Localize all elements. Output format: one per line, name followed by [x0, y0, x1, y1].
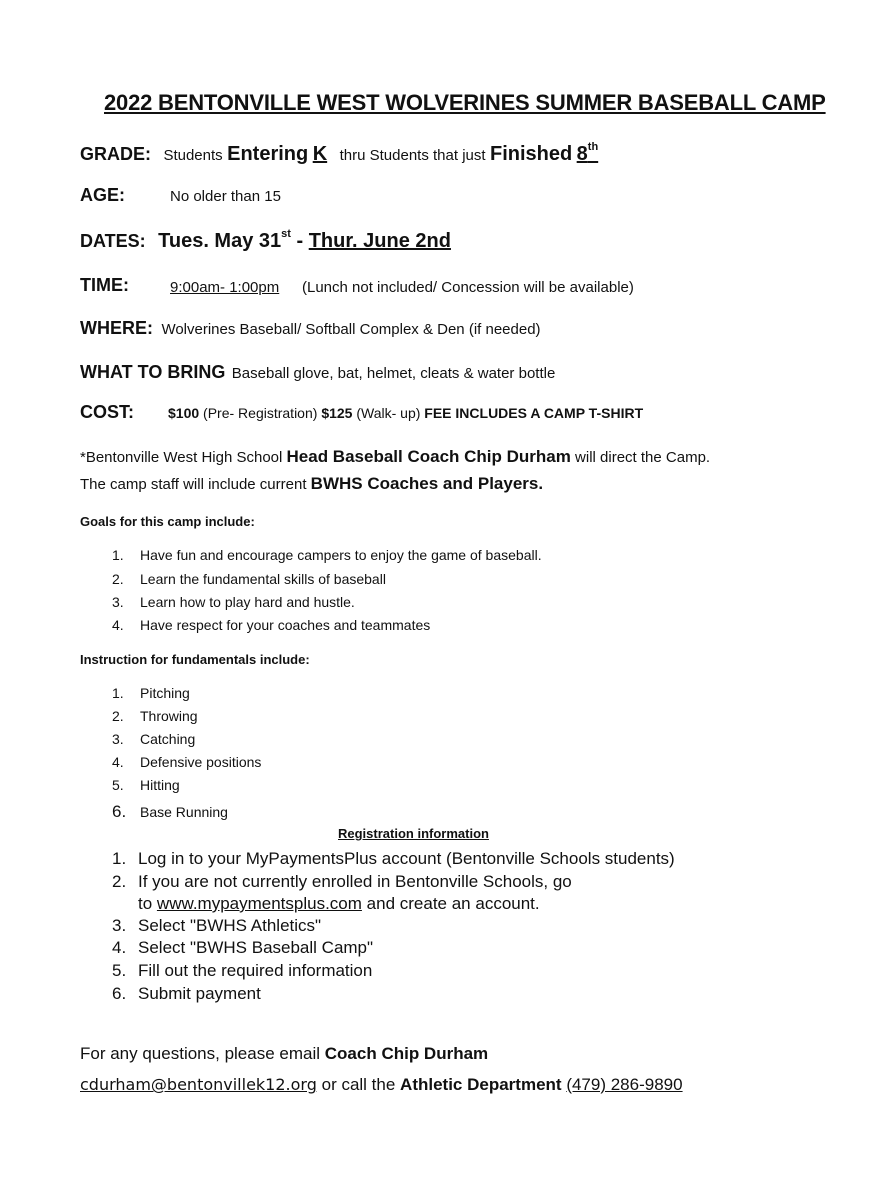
director-c: will direct the Camp.	[575, 449, 711, 466]
list-item: 5. Hitting	[112, 777, 180, 793]
cost-walk-note: (Walk- up)	[356, 405, 421, 421]
cost-pre: $100	[168, 405, 200, 421]
where-value: Wolverines Baseball/ Softball Complex & Den (if needed)	[161, 321, 541, 338]
phone-number: (479) 286-9890	[566, 1075, 683, 1094]
list-item: 2. Throwing	[112, 708, 198, 724]
dates-end: Thur. June 2nd	[308, 230, 451, 252]
list-item: 6. Submit payment	[112, 984, 261, 1003]
registration-heading: Registration information	[338, 826, 489, 841]
grade-k: K	[312, 143, 328, 165]
grade-label: GRADE:	[80, 144, 151, 164]
age-row	[80, 185, 281, 206]
grade-mid: thru Students that just	[339, 147, 486, 164]
cost-row	[80, 402, 644, 423]
bring-value: Baseball glove, bat, helmet, cleats & water bottle	[231, 365, 556, 382]
footer-l1a: For any questions, please email	[80, 1044, 321, 1063]
where-row	[80, 318, 541, 339]
grade-th: th	[587, 141, 599, 153]
footer-line1	[80, 1044, 488, 1064]
time-label: TIME:	[80, 275, 129, 295]
grade-row	[80, 143, 598, 166]
list-item: 2. Learn the fundamental skills of baseball	[112, 571, 386, 587]
list-item: 4. Defensive positions	[112, 754, 262, 770]
instruction-heading: Instruction for fundamentals include:	[80, 652, 310, 667]
cost-walk: $125	[321, 405, 353, 421]
director-b: Head Baseball Coach Chip Durham	[286, 447, 571, 466]
list-item: 3. Catching	[112, 731, 196, 747]
time-note: (Lunch not included/ Concession will be available)	[302, 279, 634, 296]
list-item: 6. Base Running	[112, 802, 228, 821]
list-item: 5. Fill out the required information	[112, 961, 373, 980]
footer-line2	[80, 1075, 683, 1095]
time-row	[80, 275, 634, 296]
grade-entering: Entering	[227, 143, 309, 165]
list-item: 4. Have respect for your coaches and teammates	[112, 617, 431, 633]
grade-eighth: 8th	[576, 141, 599, 165]
footer-dept: Athletic Department	[400, 1075, 562, 1094]
director-line2	[80, 474, 543, 494]
email-link[interactable]: cdurham@bentonvillek12.org	[80, 1075, 317, 1094]
where-label: WHERE:	[80, 318, 153, 338]
list-item: 2. If you are not currently enrolled in Bentonville Schools, go	[112, 872, 572, 891]
footer-coach: Coach Chip Durham	[324, 1044, 489, 1063]
cost-fee: FEE INCLUDES A CAMP T-SHIRT	[424, 405, 644, 421]
director-line1	[80, 447, 710, 467]
bring-row	[80, 362, 555, 383]
page-title: 2022 BENTONVILLE WEST WOLVERINES SUMMER BASEBALL CAMP	[104, 90, 826, 115]
footer-l2a: or call the	[321, 1075, 396, 1094]
director-a: *Bentonville West High School	[80, 449, 283, 466]
list-item-cont: to www.mypaymentsplus.com and create an account.	[138, 894, 540, 913]
list-item: 1. Log in to your MyPaymentsPlus account (Bentonville Schools students)	[112, 849, 675, 868]
dates-row	[80, 230, 451, 253]
grade-pre: Students	[163, 147, 223, 164]
age-label: AGE:	[80, 185, 125, 205]
time-hours: 9:00am- 1:00pm	[170, 279, 280, 296]
director-d: The camp staff will include current	[80, 476, 307, 493]
bring-label: WHAT TO BRING	[80, 362, 226, 382]
list-item: 4. Select "BWHS Baseball Camp"	[112, 938, 374, 957]
goals-heading: Goals for this camp include:	[80, 514, 255, 529]
list-item: 3. Select "BWHS Athletics"	[112, 916, 322, 935]
cost-detail	[168, 405, 643, 421]
age-value: No older than 15	[170, 188, 281, 205]
director-e: BWHS Coaches and Players.	[310, 474, 544, 493]
dates-start: Tues. May 31st	[158, 228, 291, 252]
list-item: 3. Learn how to play hard and hustle.	[112, 594, 355, 610]
mypaymentsplus-link[interactable]: www.mypaymentsplus.com	[156, 894, 362, 913]
dates-label: DATES:	[80, 231, 146, 251]
grade-finished: Finished	[489, 143, 573, 165]
dates-sep: -	[290, 230, 309, 252]
cost-label: COST:	[80, 402, 134, 422]
cost-pre-note: (Pre- Registration)	[203, 405, 318, 421]
list-item: 1. Have fun and encourage campers to enjoy the game of baseball.	[112, 547, 542, 563]
list-item: 1. Pitching	[112, 685, 190, 701]
